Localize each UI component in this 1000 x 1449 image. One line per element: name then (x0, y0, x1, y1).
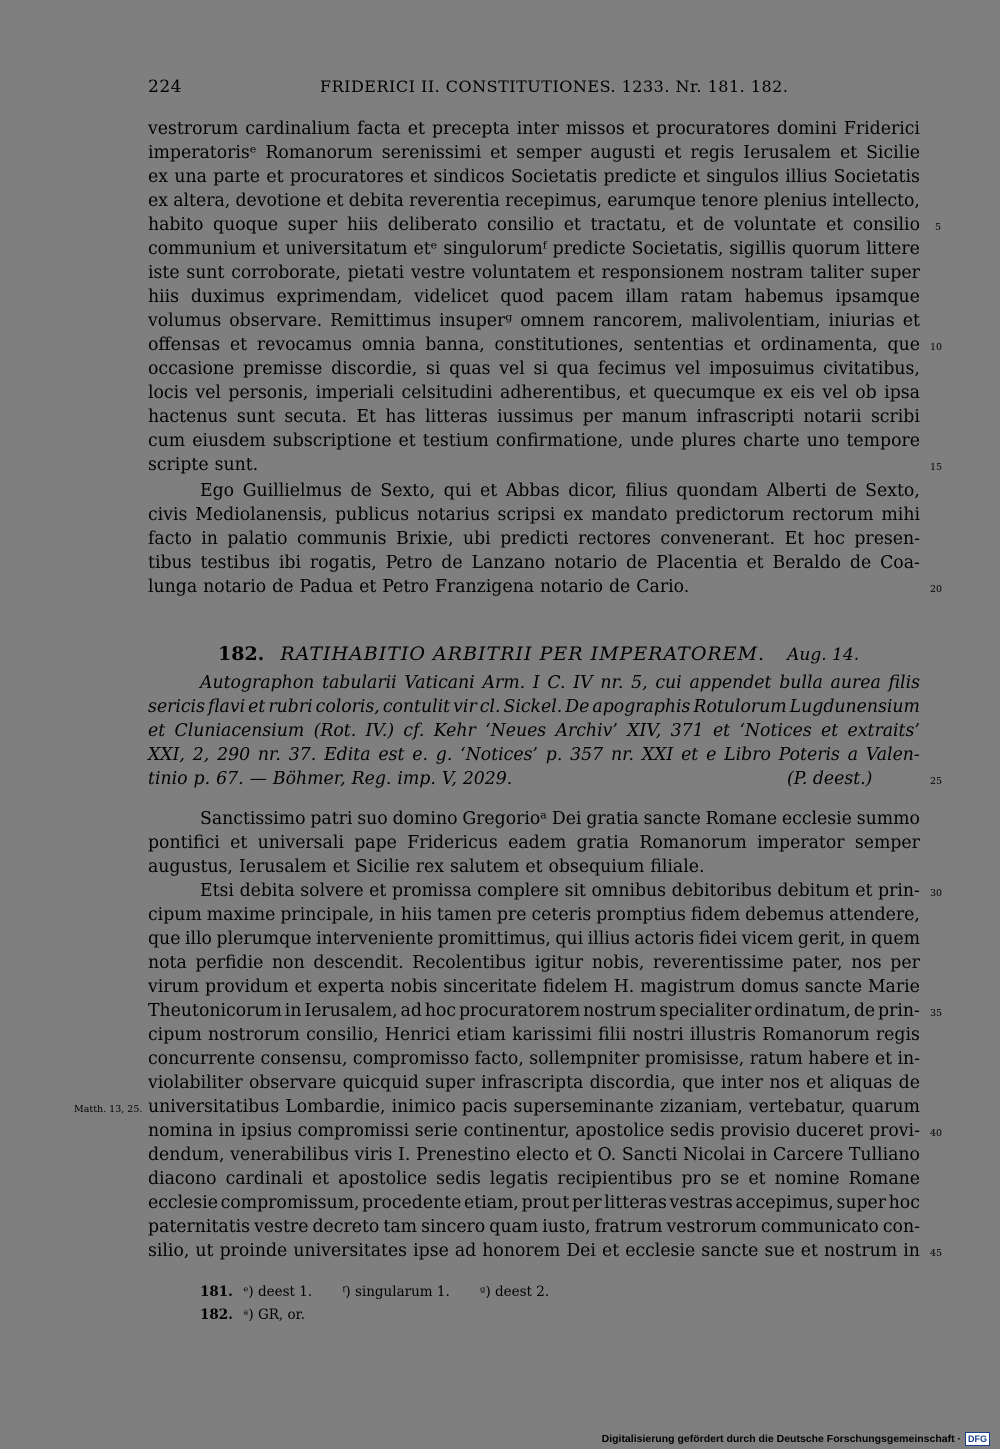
text-line: silio, ut proinde universitates ipse ad honorem Dei et ecclesie sancte sue et nostrum in (148, 1241, 920, 1261)
text-line: nota perfidie non descendit. Recolentibus igitur nobis, reverentissime pater, nos per (148, 953, 920, 973)
text-line: violabiliter observare quicquid super infrascripta discordia, que inter nos et aliquas de (148, 1073, 920, 1093)
footer-text: Digitalisierung gefördert durch die Deutsche Forschungsgemeinschaft · (601, 1433, 961, 1445)
text-line: volumus observare. Remittimus insuperᵍ omnem rancorem, malivolentiam, iniurias et (148, 311, 920, 331)
document-number: 182. (218, 643, 265, 665)
text-line: nomina in ipsius compromissi serie continentur, apostolice sedis provisio duceret provi- (148, 1121, 920, 1141)
source-line: tinio p. 67. — Böhmer, Reg. imp. V, 2029. (148, 769, 513, 789)
margin-line-number: 15 (930, 462, 943, 473)
margin-line-number: 35 (930, 1008, 943, 1019)
text-line: lunga notario de Padua et Petro Franzigena notario de Cario. (148, 577, 690, 597)
source-line: Autographon tabularii Vaticani Arm. I C. IV nr. 5, cui appendet bulla aurea filis (200, 673, 920, 693)
margin-line-number: 5 (935, 222, 942, 233)
source-line: et Cluniacensium (Rot. IV.) cf. Kehr ‘Neues Archiv’ XIV, 371 et ‘Notices et extraits’ (148, 721, 920, 741)
page-number: 224 (148, 77, 182, 97)
running-header (148, 77, 920, 99)
text-line: locis vel personis, imperiali celsitudini adherentibus, et quecumque ex eis vel ob ipsa (148, 383, 920, 403)
footnote-line (200, 1306, 305, 1324)
text-line: ex una parte et procuratores et sindicos Societatis predicte et singulos illius Societatis (148, 167, 920, 187)
text-line: offensas et revocamus omnia banna, constitutiones, sententias et ordinamenta, que (148, 335, 920, 355)
text-line: facto in palatio communis Brixie, ubi predicti rectores convenerant. Et hoc presen- (148, 529, 920, 549)
document-title: RATIHABITIO ARBITRII PER IMPERATOREM. (280, 643, 766, 665)
footnote: ᵃ) GR, or. (243, 1307, 305, 1323)
text-line: imperatorisᵉ Romanorum serenissimi et semper augusti et regis Ierusalem et Sicilie (148, 143, 920, 163)
document-date: Aug. 14. (787, 645, 860, 665)
margin-line-number: 45 (930, 1248, 943, 1259)
digitization-footer (602, 1431, 990, 1447)
document-heading (218, 643, 859, 665)
text-line: Sanctissimo patri suo domino Gregorioᵃ Dei gratia sancte Romane ecclesie summo (200, 809, 920, 829)
text-line: concurrente consensu, compromisso facto, sollempniter promisisse, ratum habere et in- (148, 1049, 920, 1069)
text-line: ecclesie compromissum, procedente etiam, prout per litteras vestras accepimus, super hoc (148, 1193, 920, 1213)
text-line: cipum maxime principale, in hiis tamen pre ceteris promptius fidem debemus attendere, (148, 905, 920, 925)
margin-line-number: 25 (930, 776, 943, 787)
text-line: virum providum et experta nobis sinceritate fidelem H. magistrum domus sancte Marie (148, 977, 920, 997)
margin-line-number: 40 (930, 1128, 943, 1139)
text-line: scripte sunt. (148, 455, 259, 475)
text-line: pontifici et universali pape Fridericus eadem gratia Romanorum imperator semper (148, 833, 920, 853)
text-line: iste sunt corroborate, pietati vestre voluntatem et responsionem nostram taliter super (148, 263, 920, 283)
text-line: ex altera, devotione et debita reverentia recepimus, earumque tenore plenius intellecto, (148, 191, 920, 211)
text-line: vestrorum cardinalium facta et precepta inter missos et procuratores domini Friderici (148, 119, 920, 139)
footnote-number: 182. (200, 1307, 233, 1323)
footnote: ᵍ) deest 2. (480, 1284, 550, 1300)
text-line: dendum, venerabilibus viris I. Prenestino electo et O. Sancti Nicolai in Carcere Tulliano (148, 1145, 920, 1165)
footnote: ᵉ) deest 1. (243, 1284, 313, 1300)
text-line: cum eiusdem subscriptione et testium confirmatione, unde plures charte uno tempore (148, 431, 920, 451)
text-line: cipum nostrorum consilio, Henrici etiam karissimi filii nostri illustris Romanorum regis (148, 1025, 920, 1045)
text-line: habito quoque super hiis deliberato consilio et tractatu, et de voluntate et consilio (148, 215, 920, 235)
text-line: tibus testibus ibi rogatis, Petro de Lanzano notario de Placentia et Beraldo de Coa- (148, 553, 920, 573)
margin-citation: Matth. 13, 25. (74, 1104, 143, 1115)
text-line: Etsi debita solvere et promissa complere sit omnibus debitoribus debitum et prin- (200, 881, 920, 901)
text-line: civis Mediolanensis, publicus notarius scripsi ex mandato predictorum rectorum mihi (148, 505, 920, 525)
margin-line-number: 10 (930, 342, 943, 353)
footnote: ᶠ) singularum 1. (342, 1284, 450, 1300)
running-title: FRIDERICI II. CONSTITUTIONES. 1233. Nr. 181. 182. (320, 77, 789, 96)
text-line: diacono cardinali et apostolice sedis legatis recipientibus pro se et nomine Romane (148, 1169, 920, 1189)
footnote-line (200, 1283, 549, 1301)
text-line: Ego Guillielmus de Sexto, qui et Abbas dicor, filius quondam Alberti de Sexto, (200, 481, 920, 501)
text-line: communium et universitatum etᵉ singulorumᶠ predicte Societatis, sigillis quorum littere (148, 239, 920, 259)
text-line: occasione premisse discordie, si quas vel si qua fecimus vel imposuimus civitatibus, (148, 359, 920, 379)
footnote-number: 181. (200, 1284, 233, 1300)
text-line: paternitatis vestre decreto tam sincero quam iusto, fratrum vestrorum communicato con- (148, 1217, 920, 1237)
p-deest-note: (P. deest.) (787, 769, 873, 789)
margin-line-number: 20 (930, 584, 943, 595)
text-line: que illo plerumque interveniente promittimus, qui illius actoris fidei vicem gerit, in quem (148, 929, 920, 949)
source-line: sericis flavi et rubri coloris, contulit vir cl. Sickel. De apographis Rotulorum Lugdunensium (148, 697, 920, 717)
margin-line-number: 30 (930, 888, 943, 899)
source-line: XXI, 2, 290 nr. 37. Edita est e. g. ‘Notices’ p. 357 nr. XXI et e Libro Poteris a Valen- (148, 745, 920, 765)
text-line: universitatibus Lombardie, inimico pacis superseminante zizaniam, vertebatur, quarum (148, 1097, 920, 1117)
text-line: augustus, Ierusalem et Sicilie rex salutem et obsequium filiale. (148, 857, 705, 877)
dfg-logo: DFG (965, 1432, 990, 1446)
text-line: hiis duximus exprimendam, videlicet quod pacem illam ratam habemus ipsamque (148, 287, 920, 307)
text-line: Theutonicorum in Ierusalem, ad hoc procuratorem nostrum specialiter ordinatum, de prin- (148, 1001, 920, 1021)
text-line: hactenus sunt secuta. Et has litteras iussimus per manum infrascripti notarii scribi (148, 407, 920, 427)
